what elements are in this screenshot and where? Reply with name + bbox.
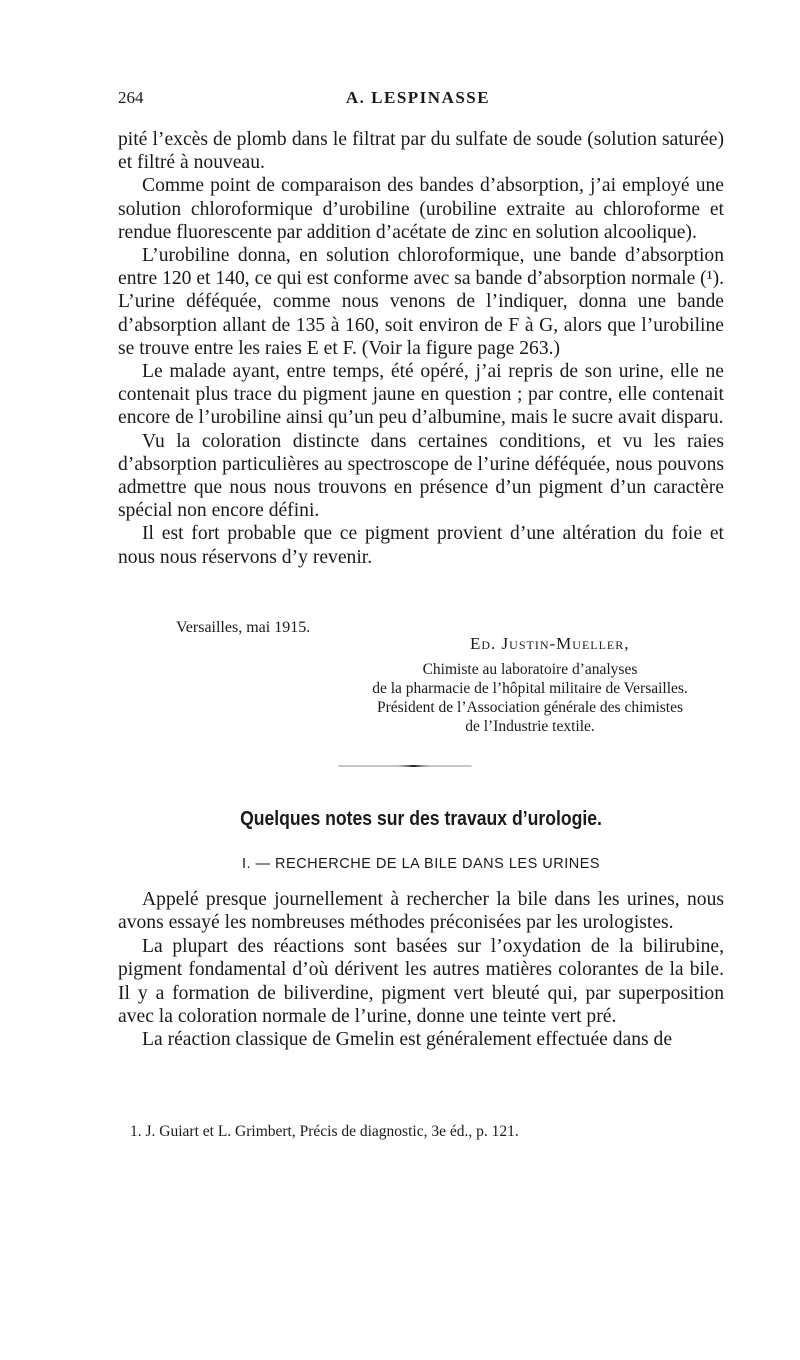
section-divider-ornament [272,765,538,767]
paragraph: Appelé presque journellement à rechercher la bile dans les urines, nous avons essayé les nombreuses méthodes préconisées par les urologistes. [118,889,724,934]
affiliation-line: Président de l’Association générale des chimistes [376,699,684,716]
affiliation-line: Chimiste au laboratoire d’analyses [422,661,638,678]
paragraph: Il est fort probable que ce pigment provient d’une altération du foie et nous nous réservons d’y revenir. [118,523,724,568]
page-number: 264 [118,88,144,107]
paragraph: Vu la coloration distincte dans certaines conditions, et vu les raies d’absorption particulières au spectroscope de l’urine déféquée, nous pouvons admettre que nous nous trouvons en présence d’un pigment d’un caractère spécial non encore défini. [118,430,724,522]
affiliation-line: de la pharmacie de l’hôpital militaire de Versailles. [372,680,688,697]
section-heading: I. — RECHERCHE DE LA BILE DANS LES URINES [241,856,601,872]
paragraph: Comme point de comparaison des bandes d’absorption, j’ai employé une solution chloroformique d’urobiline (urobiline extraite au chloroforme et rendue fluorescente par addition d’acétate de zinc en solution alcoolique). [118,175,724,243]
running-head: A. LESPINASSE [345,88,491,107]
signer-name: Ed. Justin-Mueller, [470,634,630,653]
body-text-top [118,128,724,569]
signer-affiliation [330,660,730,736]
paragraph: L’urobiline donna, en solution chloroformique, une bande d’absorption entre 120 et 140, ce qui est conforme avec sa bande d’absorption normale (¹). L’urine déféquée, comme nous venons de l’indiquer, donna une bande d’absorption allant de 135 à 160, soit environ de F à G, alors que l’urobiline se trouve entre les raies E et F. (Voir la figure page 263.) [118,245,724,359]
paragraph: Le malade ayant, entre temps, été opéré, j’ai repris de son urine, elle ne contenait plus trace du pigment jaune en question ; par contre, elle contenait encore de l’urobiline ainsi qu’un peu d’albumine, mais le sucre avait disparu. [118,361,724,429]
place-date: Versailles, mai 1915. [176,619,311,636]
paragraph: La réaction classique de Gmelin est généralement effectuée dans de [142,1029,673,1051]
article-title: Quelques notes sur des travaux d’urologie. [240,808,602,830]
paragraph: pité l’excès de plomb dans le filtrat par du sulfate de soude (solution saturée) et filtré à nouveau. [118,129,724,174]
affiliation-line: de l’Industrie textile. [465,718,595,735]
paragraph: La plupart des réactions sont basées sur l’oxydation de la bilirubine, pigment fondamental d’où dérivent les autres matières colorantes de la bile. Il y a formation de biliverdine, pigment vert bleuté qui, par superposition avec la coloration normale de l’urine, donne une teinte vert pré. [118,935,724,1028]
footnote: 1. J. Guiart et L. Grimbert, Précis de diagnostic, 3e éd., p. 121. [130,1123,519,1140]
body-text-article [118,888,724,1052]
page-header [118,88,718,116]
